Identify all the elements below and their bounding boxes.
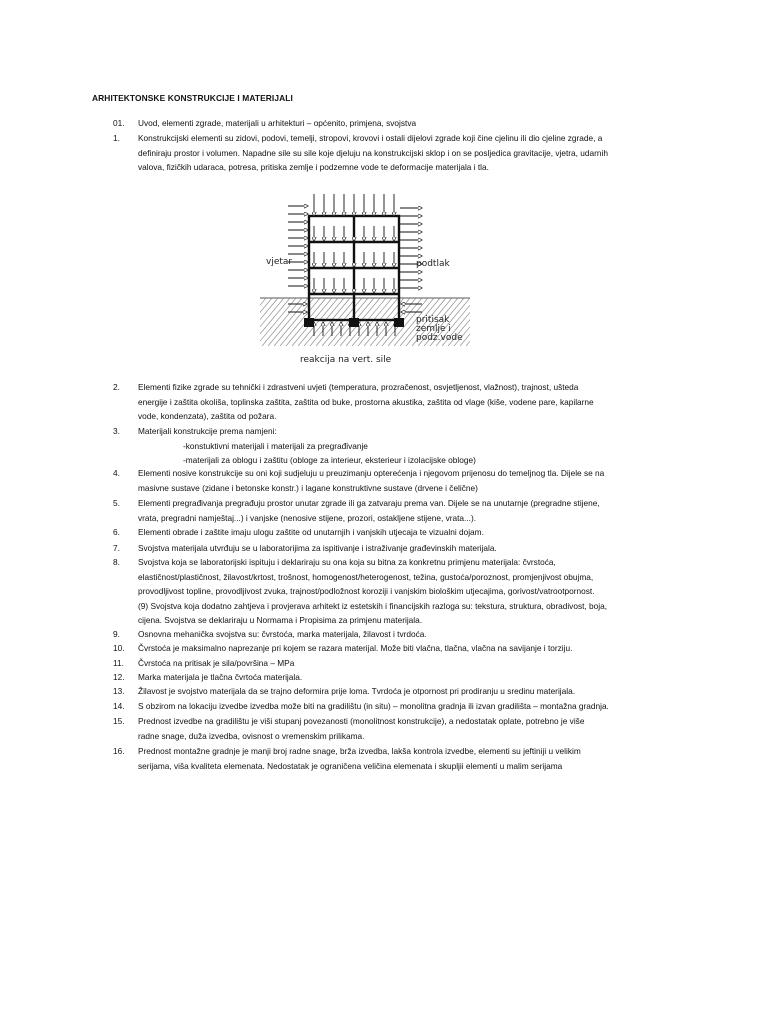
list-item-number: 01.: [113, 118, 125, 128]
text-line: vode, kondenzata), zaštita od požara.: [138, 411, 277, 422]
pressure-label-3: podz.vode: [416, 333, 463, 343]
list-item-text: [138, 656, 683, 671]
text-line: serijama, viša kvaliteta elemenata. Nedostatak je ograničena veličina elemenata i skupljii elementi u malim serijama: [138, 760, 563, 771]
list-item-text: [138, 699, 683, 714]
list-item-number: 10.: [113, 643, 125, 653]
list-item-number: 14.: [113, 701, 125, 711]
text-line: masivne sustave (zidane i betonske konstr.) i lagane konstruktivne sustave (drvene i čelične): [138, 482, 478, 493]
text-line: Prednost izvedbe na gradilištu je viši stupanj povezanosti (monolitnost konstrukcije), a nedostatak oplate, potrebno je više: [138, 716, 585, 726]
text-line: Elementi pregrađivanja pregrađuju prostor unutar zgrade ili ga zatvaraju prema van. Dijele se na unutarnje (pregradne stijene,: [138, 498, 600, 508]
list-item-text: [138, 131, 683, 175]
text-line: Materijali konstrukcije prema namjeni:: [138, 426, 277, 436]
text-line: Marka materijala je tlačna čvrtoća materijala.: [138, 672, 303, 682]
text-line: Elementi obrade i zaštite imaju ulogu zaštite od unutarnjih i vanjskih utjecaja te vizualni dojam.: [138, 527, 484, 537]
list-item-text: [138, 641, 683, 656]
text-line: (9) Svojstva koja dodatno zahtjeva i provjerava arhitekt iz estetskih i financijskih razloga su: tekstura, struktura, obradivost, boja,: [138, 600, 608, 611]
list-item-text: [138, 496, 683, 525]
list-item-number: 15.: [113, 716, 125, 726]
list-item-number: 16.: [113, 746, 125, 756]
text-line: Žilavost je svojstvo materijala da se trajno deformira prije loma. Tvrdoća je otpornost pri prodiranju u sredinu materijala.: [138, 686, 576, 696]
list-item-text: [138, 627, 683, 642]
text-line: S obzirom na lokaciju izvedbe izvedba može biti na gradilištu (in situ) – monolitna gradnja ili izvan gradilišta – montažna gradnja.: [138, 701, 609, 711]
list-item-number: 13.: [113, 686, 125, 696]
suction-label: podtlak: [416, 259, 450, 269]
sub-item: -konstuktivni materijali i materijali za pregrađivanje: [183, 440, 368, 451]
list-item-text: [138, 466, 683, 495]
list-item-number: 8.: [113, 557, 120, 567]
document-title: ARHITEKTONSKE KONSTRUKCIJE I MATERIJALI: [92, 93, 293, 103]
text-line: valova, fizičkih udaraca, potresa, pritiska zemlje i podzemne vode te deformacije materijala i tla.: [138, 162, 489, 173]
text-line: Osnovna mehanička svojstva su: čvrstoća, marka materijala, žilavost i tvrdoća.: [138, 629, 427, 639]
text-line: Svojstva koja se laboratorijski ispituju i deklariraju su ona koja su bitna za konkretnu primjenu materijala: čvrstoća,: [138, 557, 556, 567]
list-item-number: 4.: [113, 468, 120, 478]
pressure-label-2: zemlje i: [416, 324, 451, 334]
sub-item: -materijali za oblogu i zaštitu (obloge za interieur, eksterieur i izolacijske obloge): [183, 455, 476, 466]
text-line: Prednost montažne gradnje je manji broj radne snage, brža izvedba, lakša kontrola izvedbe, elementi su jeftiniji u velikim: [138, 746, 581, 756]
text-line: Elementi fizike zgrade su tehnički i zdrastveni uvjeti (temperatura, prozračenost, osvjetljenost, vlažnost), trajnost, ušteda: [138, 382, 579, 392]
list-item-text: [138, 744, 683, 773]
text-line: radne snage, duža izvedba, ovisnost o vremenskim prilikama.: [138, 730, 365, 741]
pressure-label-1: pritisak: [416, 315, 450, 325]
list-item-text: [138, 541, 683, 556]
text-line: elastičnost/plastičnost, žilavost/krtost, trošnost, homogenost/heterogenost, težina, gustoća/poroznost, promjenjivost obujma,: [138, 571, 594, 582]
list-item-number: 3.: [113, 426, 120, 436]
list-item-number: 12.: [113, 672, 125, 682]
wind-label: vjetar: [266, 257, 293, 267]
structure-load-svg: [260, 186, 470, 372]
text-line: provodljivost topline, provodljivost zvuka, trajnost/podložnost koroziji i vanjskim biološkim utjecajima, gorivost/vatrootpornost.: [138, 586, 595, 597]
structure-load-diagram: [260, 186, 470, 372]
text-line: Elementi nosive konstrukcije su oni koji sudjeluju u preuzimanju opterećenja i njegovom prijenosu do temeljnog tla. Dijele se na: [138, 468, 605, 478]
list-item-text: [138, 555, 683, 628]
list-item-text: [138, 670, 683, 685]
text-line: Svojstva materijala utvrđuju se u laboratorijima za ispitivanje i istraživanje građevinskih materijala.: [138, 543, 497, 553]
list-item-text: [138, 380, 683, 424]
list-item-number: 2.: [113, 382, 120, 392]
text-line: Uvod, elementi zgrade, materijali u arhitekturi – općenito, primjena, svojstva: [138, 118, 417, 128]
list-item-number: 5.: [113, 498, 120, 508]
text-line: energije i zaštita okoliša, toplinska zaštita, zaštita od buke, prostorna akustika, zaštita od vlage (kiše, vodene pare, kapilarne: [138, 396, 594, 407]
reaction-label: reakcija na vert. sile: [300, 355, 392, 365]
list-item-number: 1.: [113, 133, 120, 143]
text-line: vrata, pregradni namještaj...) i vanjske (nenosive stijene, prozori, ostakljene stijene, vrata...).: [138, 512, 477, 523]
list-item-text: [138, 714, 683, 743]
list-item-number: 6.: [113, 527, 120, 537]
text-line: cijena. Svojstva se deklariraju u Normama i Propisima za primjenu materijala.: [138, 615, 423, 626]
list-item-text: [138, 525, 683, 540]
text-line: definiraju prostor i volumen. Napadne sile su sile koje djeluju na konstrukcijski sklop i on se posljedica gravitacije, vjetra, udarnih: [138, 147, 608, 158]
list-item-text: [138, 684, 683, 699]
list-item-text: [138, 116, 683, 131]
list-item-number: 9.: [113, 629, 120, 639]
text-line: Čvrstoća je maksimalno naprezanje pri kojem se razara materijal. Može biti vlačna, tlačna, vlačna na savijanje i torziju.: [138, 643, 573, 653]
list-item-number: 7.: [113, 543, 120, 553]
list-item-text: [138, 424, 683, 468]
list-item-number: 11.: [113, 658, 124, 668]
text-line: Čvrstoća na pritisak je sila/površina – MPa: [138, 658, 295, 668]
text-line: Konstrukcijski elementi su zidovi, podovi, temelji, stropovi, krovovi i ostali dijelovi zgrade koji čine cjelinu ili dio cjeline zgrade, a: [138, 133, 603, 143]
